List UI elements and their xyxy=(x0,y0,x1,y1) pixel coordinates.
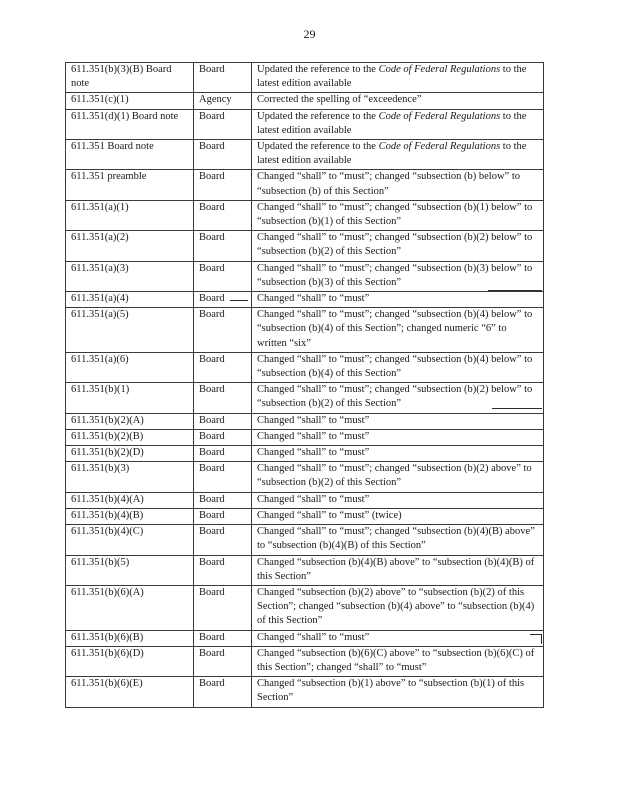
change-text: to the latest edition available xyxy=(257,64,530,90)
change-cell xyxy=(252,63,544,93)
agency-cell: Board xyxy=(194,352,252,382)
change-text: Changed “shall” to “must” xyxy=(257,414,370,426)
section-cell: 611.351(b)(1) xyxy=(66,383,194,413)
table-row xyxy=(66,308,544,353)
agency-cell: Board xyxy=(194,200,252,230)
section-cell: 611.351(b)(3)(B) Board note xyxy=(66,63,194,93)
change-text: Changed “subsection (b)(2) above” to “subsection (b)(2) of this Section”; changed “subsection (b)(4) above” to “subsection (b)(4) of this Section” xyxy=(257,586,537,627)
changes-table xyxy=(65,62,544,708)
agency-cell: Board xyxy=(194,525,252,555)
table-row xyxy=(66,93,544,109)
agency-cell: Board xyxy=(194,646,252,676)
change-cell xyxy=(252,525,544,555)
agency-cell: Board xyxy=(194,585,252,630)
agency-cell: Board xyxy=(194,170,252,200)
agency-cell: Board xyxy=(194,383,252,413)
agency-cell: Board xyxy=(194,462,252,492)
table-row xyxy=(66,200,544,230)
section-cell: 611.351(a)(4) xyxy=(66,292,194,308)
scan-artifact xyxy=(492,408,542,409)
section-cell: 611.351(d)(1) Board note xyxy=(66,109,194,139)
change-text: Changed “shall” to “must”; changed “subsection (b)(1) below” to “subsection (b)(1) of this Section” xyxy=(257,201,535,228)
change-cell xyxy=(252,93,544,109)
section-cell: 611.351(b)(6)(E) xyxy=(66,677,194,707)
agency-cell: Board xyxy=(194,292,252,308)
change-text: Updated the reference to the xyxy=(257,141,379,153)
section-cell: 611.351 preamble xyxy=(66,170,194,200)
table-row xyxy=(66,170,544,200)
table-row xyxy=(66,646,544,676)
change-text: Changed “shall” to “must” (twice) xyxy=(257,509,402,521)
table-row xyxy=(66,630,544,646)
change-text: Changed “subsection (b)(4)(B) above” to “subsection (b)(4)(B) of this Section” xyxy=(257,556,537,582)
table-row xyxy=(66,292,544,308)
scan-artifact xyxy=(488,290,542,291)
change-text: Updated the reference to the xyxy=(257,110,379,122)
section-cell: 611.351(a)(6) xyxy=(66,352,194,382)
agency-cell: Board xyxy=(194,446,252,462)
agency-cell: Board xyxy=(194,140,252,170)
section-cell: 611.351(b)(4)(A) xyxy=(66,492,194,508)
agency-cell: Board xyxy=(194,308,252,353)
change-text: Updated the reference to the xyxy=(257,64,379,75)
agency-cell: Board xyxy=(194,492,252,508)
change-text: Changed “shall” to “must”; changed “subsection (b)(4)(B) above” to “subsection (b)(4)(B) of this Section” xyxy=(257,526,538,552)
change-cell xyxy=(252,200,544,230)
section-cell: 611.351(b)(6)(D) xyxy=(66,646,194,676)
table-row xyxy=(66,109,544,139)
section-cell: 611.351 Board note xyxy=(66,140,194,170)
table-row xyxy=(66,585,544,630)
change-cell xyxy=(252,446,544,462)
section-cell: 611.351(b)(4)(B) xyxy=(66,508,194,524)
change-text: Changed “shall” to “must”; changed “subsection (b)(2) above” to “subsection (b)(2) of this Section” xyxy=(257,463,535,489)
section-cell: 611.351(a)(5) xyxy=(66,308,194,353)
section-cell: 611.351(a)(3) xyxy=(66,261,194,291)
table-row xyxy=(66,462,544,492)
table-row xyxy=(66,413,544,429)
change-cell xyxy=(252,292,544,308)
table-row xyxy=(66,231,544,261)
change-cell xyxy=(252,413,544,429)
section-cell: 611.351(b)(5) xyxy=(66,555,194,585)
change-cell xyxy=(252,140,544,170)
change-cell xyxy=(252,492,544,508)
change-text: Changed “shall” to “must”; changed “subsection (b)(4) below” to “subsection (b)(4) of this Section”; changed numeric “6” to written “six” xyxy=(257,309,535,349)
change-cell xyxy=(252,508,544,524)
change-text: Corrected the spelling of “exceedence” xyxy=(257,94,422,106)
changes-table-body xyxy=(66,63,544,708)
change-cell xyxy=(252,109,544,139)
change-cell xyxy=(252,352,544,382)
change-cell xyxy=(252,231,544,261)
section-cell: 611.351(b)(3) xyxy=(66,462,194,492)
agency-cell: Board xyxy=(194,630,252,646)
section-cell: 611.351(b)(2)(B) xyxy=(66,429,194,445)
change-cell xyxy=(252,677,544,707)
table-row xyxy=(66,525,544,555)
citation-text: Code of Federal Regulations xyxy=(378,64,501,75)
change-text: Changed “shall” to “must”; changed “subsection (b)(2) below” to “subsection (b)(2) of this Section” xyxy=(257,384,535,410)
change-text: Changed “shall” to “must” xyxy=(257,631,370,643)
change-text: Changed “shall” to “must”; changed “subsection (b)(3) below” to “subsection (b)(3) of this Section” xyxy=(257,262,535,288)
change-text: Changed “subsection (b)(6)(C) above” to “subsection (b)(6)(C) of this Section”; changed “shall” to “must” xyxy=(257,647,537,673)
change-cell xyxy=(252,429,544,445)
change-text: Changed “shall” to “must”; changed “subsection (b)(4) below” to “subsection (b)(4) of this Section” xyxy=(257,353,535,380)
agency-cell: Agency xyxy=(194,93,252,109)
agency-cell: Board xyxy=(194,555,252,585)
citation-text: Code of Federal Regulations xyxy=(378,110,501,122)
change-cell xyxy=(252,462,544,492)
change-cell xyxy=(252,308,544,353)
agency-cell: Board xyxy=(194,413,252,429)
scan-artifact xyxy=(541,634,542,644)
change-text: Changed “shall” to “must” xyxy=(257,430,370,442)
section-cell: 611.351(b)(6)(B) xyxy=(66,630,194,646)
section-cell: 611.351(b)(2)(D) xyxy=(66,446,194,462)
table-row xyxy=(66,140,544,170)
table-row xyxy=(66,555,544,585)
citation-text: Code of Federal Regulations xyxy=(378,141,501,153)
table-row xyxy=(66,677,544,707)
change-text: Changed “shall” to “must”; changed “subsection (b) below” to “subsection (b) of this Section” xyxy=(257,171,523,197)
change-cell xyxy=(252,261,544,291)
agency-cell: Board xyxy=(194,261,252,291)
agency-cell: Board xyxy=(194,63,252,93)
table-row xyxy=(66,492,544,508)
change-text: Changed “shall” to “must” xyxy=(257,293,370,305)
table-row xyxy=(66,508,544,524)
page-number: 29 xyxy=(303,27,316,41)
section-cell: 611.351(b)(2)(A) xyxy=(66,413,194,429)
agency-cell: Board xyxy=(194,677,252,707)
table-row xyxy=(66,261,544,291)
section-cell: 611.351(b)(4)(C) xyxy=(66,525,194,555)
table-row xyxy=(66,446,544,462)
section-cell: 611.351(a)(2) xyxy=(66,231,194,261)
change-text: Changed “shall” to “must” xyxy=(257,493,370,505)
change-cell xyxy=(252,630,544,646)
agency-cell: Board xyxy=(194,508,252,524)
change-text: to the latest edition available xyxy=(257,141,530,167)
change-text: Changed “shall” to “must” xyxy=(257,447,370,459)
agency-cell: Board xyxy=(194,429,252,445)
change-text: Changed “subsection (b)(1) above” to “subsection (b)(1) of this Section” xyxy=(257,678,527,704)
table-row xyxy=(66,63,544,93)
table-row xyxy=(66,383,544,413)
section-cell: 611.351(b)(6)(A) xyxy=(66,585,194,630)
change-cell xyxy=(252,555,544,585)
change-cell xyxy=(252,170,544,200)
change-text: Changed “shall” to “must”; changed “subsection (b)(2) below” to “subsection (b)(2) of this Section” xyxy=(257,232,535,258)
scan-artifact xyxy=(230,300,248,301)
agency-cell: Board xyxy=(194,231,252,261)
change-cell xyxy=(252,585,544,630)
agency-cell: Board xyxy=(194,109,252,139)
change-cell xyxy=(252,646,544,676)
section-cell: 611.351(a)(1) xyxy=(66,200,194,230)
table-row xyxy=(66,429,544,445)
table-row xyxy=(66,352,544,382)
section-cell: 611.351(c)(1) xyxy=(66,93,194,109)
change-text: to the latest edition available xyxy=(257,110,530,136)
